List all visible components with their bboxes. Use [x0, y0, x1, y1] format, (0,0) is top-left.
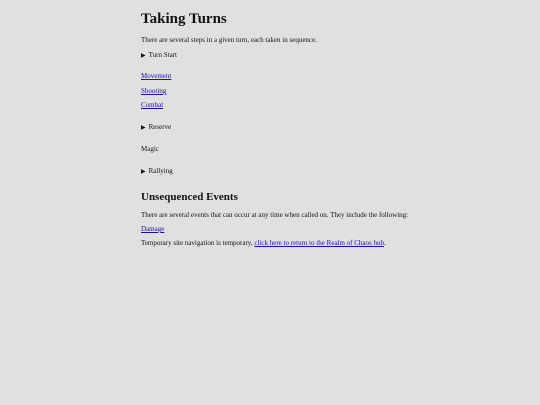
shooting-link[interactable]: Shooting	[141, 87, 167, 95]
triangle-right-icon: ▶	[141, 124, 146, 131]
triangle-right-icon: ▶	[141, 52, 146, 59]
page-title: Taking Turns	[141, 11, 227, 27]
intro-text: There are several steps in a given turn, each taken in sequence.	[141, 36, 317, 44]
magic-text: Magic	[141, 145, 159, 153]
reserve-label: Reserve	[148, 123, 172, 131]
combat-link[interactable]: Combat	[141, 101, 164, 109]
triangle-right-icon: ▶	[141, 168, 146, 175]
damage-link[interactable]: Damage	[141, 225, 165, 233]
turn-start-disclosure[interactable]	[141, 51, 177, 61]
rallying-disclosure[interactable]	[141, 167, 173, 177]
unsequenced-intro: There are several events that can occur at any time when called on. They include the following:	[141, 211, 409, 219]
footer-suffix: .	[384, 239, 386, 247]
reserve-disclosure[interactable]	[141, 123, 171, 133]
movement-link[interactable]: Movement	[141, 72, 172, 80]
footer-prefix: Temporary site navigation is temporary,	[141, 239, 255, 247]
unsequenced-heading: Unsequenced Events	[141, 191, 238, 203]
rallying-label: Rallying	[148, 167, 173, 175]
realm-of-chaos-hub-link[interactable]: click here to return to the Realm of Chaos hub	[254, 239, 385, 247]
footer-nav	[141, 239, 386, 248]
turn-start-label: Turn Start	[148, 51, 177, 59]
